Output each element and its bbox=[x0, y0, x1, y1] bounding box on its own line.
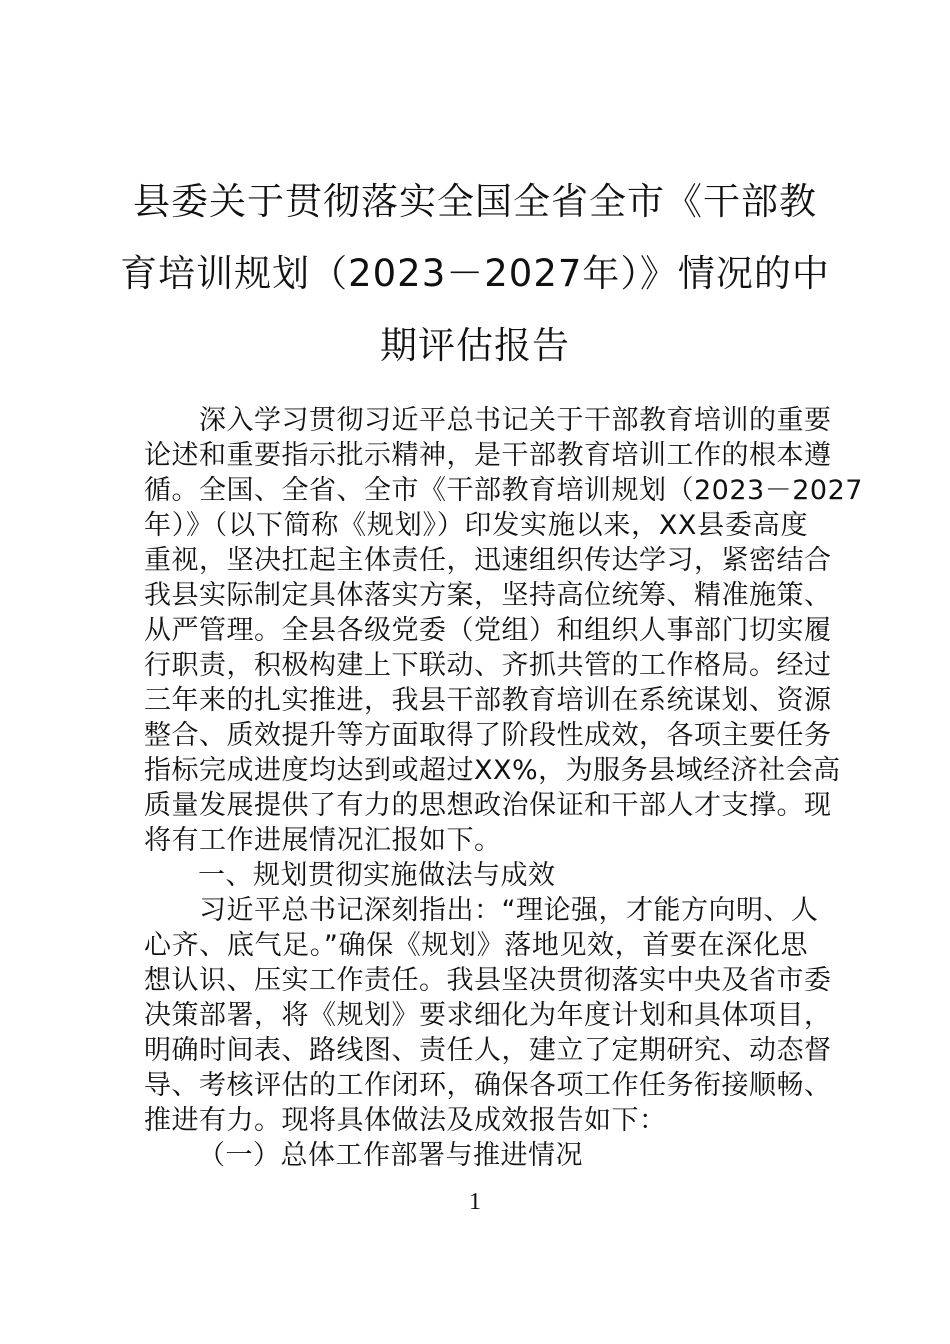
title-line: 育培训规划（2023－2027年）》情况的中 bbox=[120, 252, 830, 295]
text-line: 决策部署，将《规划》要求细化为年度计划和具体项目， bbox=[144, 1000, 832, 1031]
text-line: 从严管理。全县各级党委（党组）和组织人事部门切实履 bbox=[144, 615, 832, 646]
subsection-heading: （一）总体工作部署与推进情况 bbox=[198, 1140, 583, 1171]
text-line: 质量发展提供了有力的思想政治保证和干部人才支撑。现 bbox=[144, 790, 832, 821]
text-line: 心齐、底气足。”确保《规划》落地见效，首要在深化思 bbox=[144, 930, 808, 961]
title-line: 期评估报告 bbox=[380, 324, 570, 367]
text-line: 循。全国、全省、全市《干部教育培训规划（2023－2027 bbox=[144, 475, 863, 506]
section-paragraph bbox=[144, 893, 832, 1138]
text-line: 行职责，积极构建上下联动、齐抓共管的工作格局。经过 bbox=[144, 650, 832, 681]
document-body bbox=[144, 403, 863, 1173]
text-line: 年）》（以下简称《规划》）印发实施以来，XX县委高度 bbox=[144, 510, 808, 541]
text-line: 整合、质效提升等方面取得了阶段性成效，各项主要任务 bbox=[144, 720, 832, 751]
page-number: 1 bbox=[469, 1189, 481, 1215]
text-line: 我县实际制定具体落实方案，坚持高位统筹、精准施策、 bbox=[144, 580, 832, 611]
text-line: 推进有力。现将具体做法及成效报告如下： bbox=[144, 1105, 667, 1136]
text-line: 深入学习贯彻习近平总书记关于干部教育培训的重要 bbox=[144, 405, 832, 436]
text-line: 明确时间表、路线图、责任人，建立了定期研究、动态督 bbox=[144, 1035, 832, 1066]
text-line: 论述和重要指示批示精神，是干部教育培训工作的根本遵 bbox=[144, 440, 832, 471]
title-line: 县委关于贯彻落实全国全省全市《干部教 bbox=[133, 180, 817, 223]
text-line: 重视，坚决扛起主体责任，迅速组织传达学习，紧密结合 bbox=[144, 545, 832, 576]
text-line: 导、考核评估的工作闭环，确保各项工作任务衔接顺畅、 bbox=[144, 1070, 832, 1101]
text-line: 三年来的扎实推进，我县干部教育培训在系统谋划、资源 bbox=[144, 685, 832, 716]
section-heading: 一、规划贯彻实施做法与成效 bbox=[198, 860, 556, 891]
text-line: 想认识、压实工作责任。我县坚决贯彻落实中央及省市委 bbox=[144, 965, 832, 996]
text-line: 指标完成进度均达到或超过XX%，为服务县域经济社会高 bbox=[144, 755, 841, 786]
document-title bbox=[120, 166, 830, 382]
intro-paragraph bbox=[144, 403, 863, 858]
text-line: 将有工作进展情况汇报如下。 bbox=[144, 825, 502, 856]
text-line: 习近平总书记深刻指出：“理论强，才能方向明、人 bbox=[144, 895, 819, 926]
